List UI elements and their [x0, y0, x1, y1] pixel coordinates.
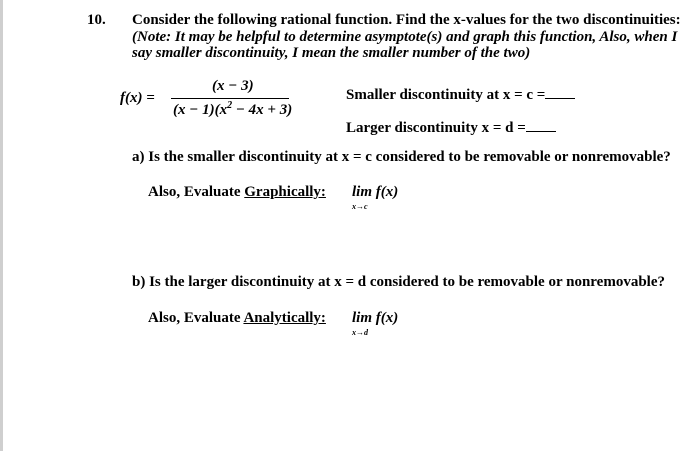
function-numerator: (x − 3): [212, 78, 254, 94]
smaller-discontinuity-prompt: [346, 86, 575, 104]
part-b-limit: lim f(x): [352, 310, 399, 326]
part-a-evaluate-prefix: Also, Evaluate: [148, 184, 245, 200]
part-b-evaluate-method: Analytically:: [243, 310, 326, 326]
denominator-part-a: (x − 1)(x: [173, 102, 228, 118]
left-page-edge: [0, 0, 3, 451]
question-number: 10.: [87, 12, 106, 28]
function-lhs: f(x) =: [120, 90, 155, 106]
denominator-part-b: − 4x + 3): [232, 102, 293, 118]
part-b-evaluate: [148, 310, 326, 327]
part-a-question: a) Is the smaller discontinuity at x = c considered to be removable or nonremovable?: [132, 149, 671, 165]
part-a-evaluate: [148, 184, 326, 201]
part-a-limit: lim f(x): [352, 184, 399, 200]
part-b-limit-subscript: x→d: [352, 328, 368, 337]
larger-discontinuity-prompt: [346, 119, 556, 137]
smaller-discontinuity-blank[interactable]: [545, 86, 575, 99]
question-note-line2: say smaller discontinuity, I mean the smaller number of the two): [132, 45, 531, 61]
function-denominator: [173, 100, 292, 119]
question-intro: Consider the following rational function. Find the x-values for the two discontinuities:: [132, 12, 681, 28]
smaller-discontinuity-label: Smaller discontinuity at x = c =: [346, 87, 546, 103]
larger-discontinuity-blank[interactable]: [526, 119, 556, 132]
larger-discontinuity-label: Larger discontinuity x = d =: [346, 120, 526, 136]
fraction-bar: [171, 98, 289, 99]
part-b-evaluate-prefix: Also, Evaluate: [148, 310, 244, 326]
part-a-limit-subscript: x→c: [352, 202, 368, 211]
question-note-line1: (Note: It may be helpful to determine asymptote(s) and graph this function, Also, when I: [132, 29, 678, 45]
part-b-question: b) Is the larger discontinuity at x = d considered to be removable or nonremovable?: [132, 274, 665, 290]
denominator-exponent: 2: [227, 100, 233, 111]
part-a-evaluate-method: Graphically:: [244, 184, 326, 200]
